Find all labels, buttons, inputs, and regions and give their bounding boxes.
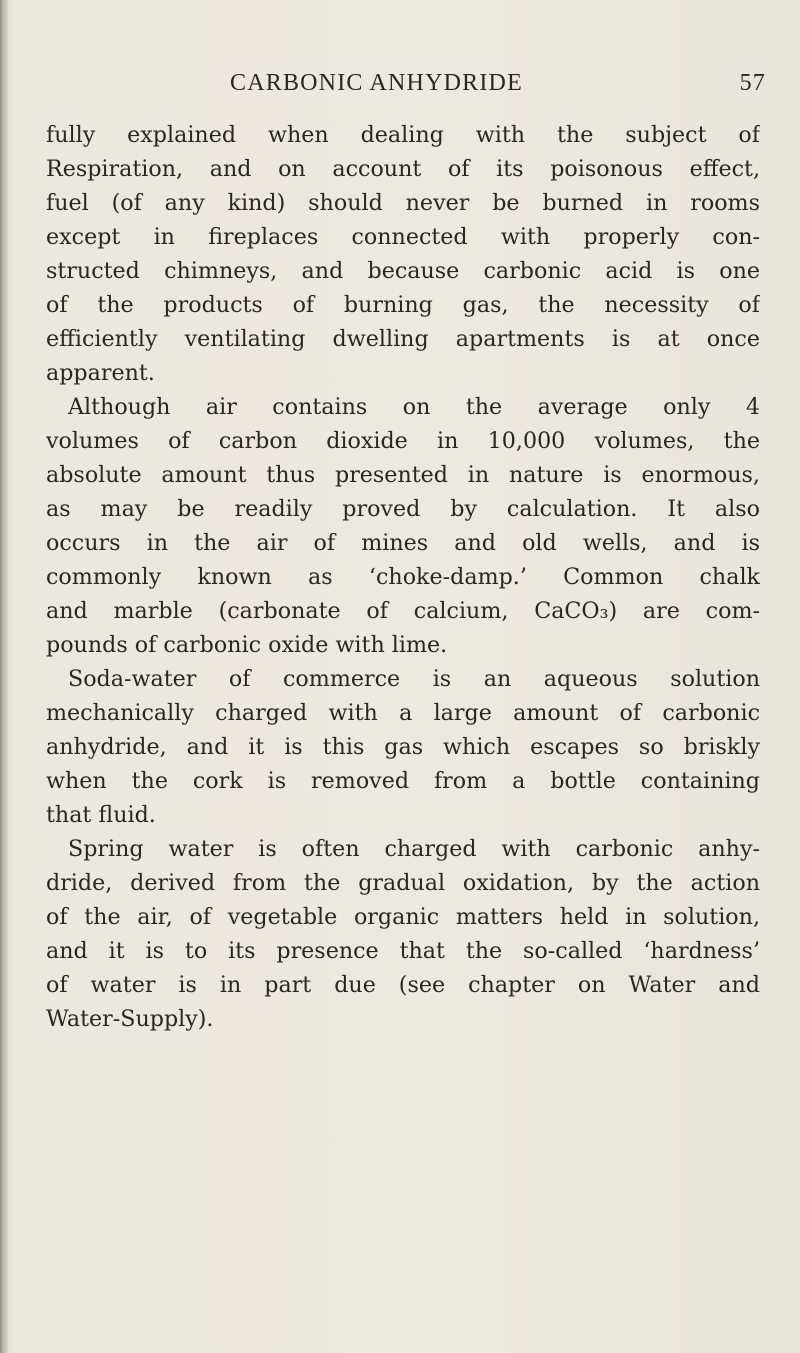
running-title: CARBONIC ANHYDRIDE — [230, 70, 523, 96]
text-line: commonly known as ‘choke-damp.’ Common chalk — [46, 564, 760, 590]
text-line: Although air contains on the average only 4 — [68, 394, 760, 420]
text-line: fuel (of any kind) should never be burned in rooms — [46, 190, 760, 216]
text-line: Spring water is often charged with carbonic anhy- — [68, 836, 760, 862]
text-line: mechanically charged with a large amount of carbonic — [46, 700, 760, 726]
text-line: when the cork is removed from a bottle containing — [46, 768, 760, 794]
text-line: dride, derived from the gradual oxidation, by the action — [46, 870, 760, 896]
text-line: fully explained when dealing with the subject of — [46, 122, 760, 148]
paragraph — [46, 390, 760, 662]
text-line: Respiration, and on account of its poisonous effect, — [46, 156, 760, 182]
text-line: apparent. — [46, 360, 155, 386]
body-text — [46, 118, 760, 1036]
text-line: and it is to its presence that the so-called ‘hardness’ — [46, 938, 760, 964]
text-line: except in fireplaces connected with properly con- — [46, 224, 760, 250]
paragraph — [46, 832, 760, 1036]
text-line: efficiently ventilating dwelling apartments is at once — [46, 326, 760, 352]
text-line: and marble (carbonate of calcium, CaCO₃) are com- — [46, 598, 760, 624]
page-gutter-shadow — [0, 0, 8, 1353]
text-line: structed chimneys, and because carbonic acid is one — [46, 258, 760, 284]
text-line: occurs in the air of mines and old wells, and is — [46, 530, 760, 556]
text-line: volumes of carbon dioxide in 10,000 volumes, the — [46, 428, 760, 454]
text-line: absolute amount thus presented in nature is enormous, — [46, 462, 760, 488]
text-line: that fluid. — [46, 802, 156, 828]
text-line: anhydride, and it is this gas which escapes so briskly — [46, 734, 760, 760]
text-line: as may be readily proved by calculation. It also — [46, 496, 760, 522]
text-line: pounds of carbonic oxide with lime. — [46, 632, 448, 658]
text-line: Water-Supply). — [46, 1006, 214, 1032]
paragraph — [46, 662, 760, 832]
text-line: of the air, of vegetable organic matters held in solution, — [46, 904, 760, 930]
paragraph — [46, 118, 760, 390]
page-number: 57 — [739, 70, 766, 96]
running-head — [118, 70, 766, 106]
text-line: of the products of burning gas, the necessity of — [46, 292, 760, 318]
text-line: Soda-water of commerce is an aqueous solution — [68, 666, 760, 692]
text-line: of water is in part due (see chapter on Water and — [46, 972, 760, 998]
